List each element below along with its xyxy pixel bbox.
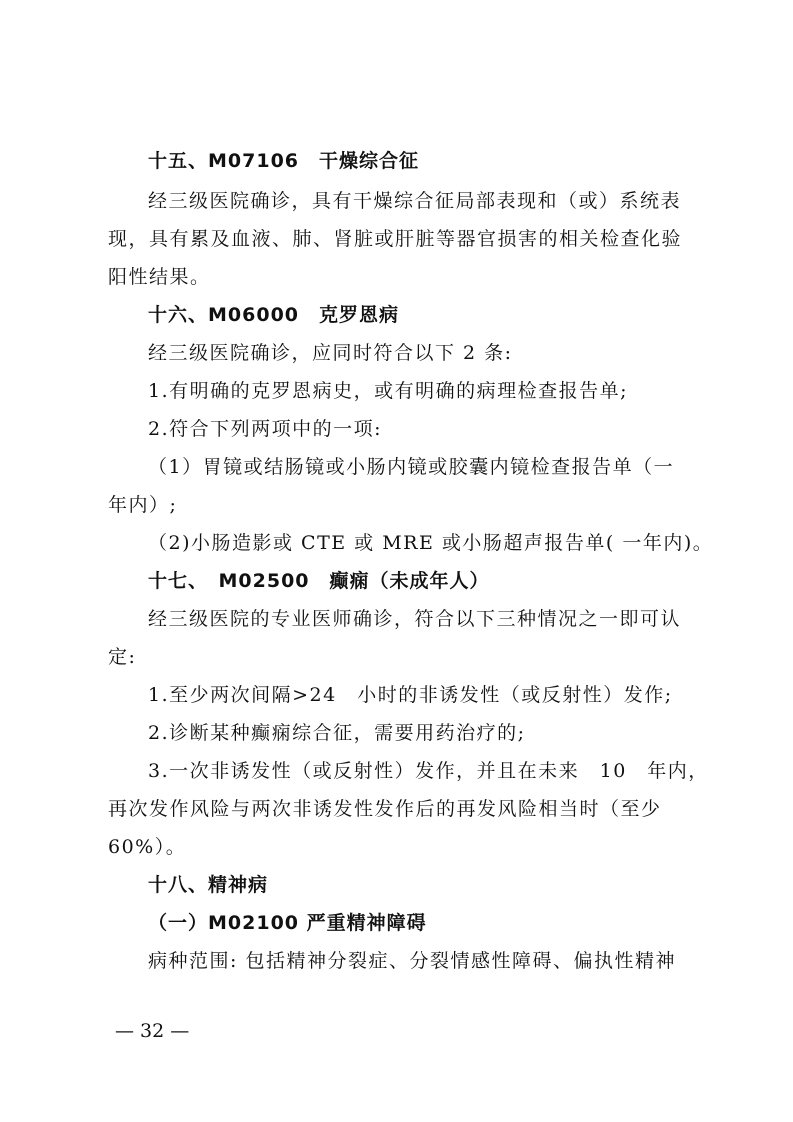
list-item: 再次发作风险与两次非诱发性发作后的再发风险相当时（至少 [108,798,662,820]
section-17-heading: 十七、 M02500 癫痫（未成年人） [148,570,490,592]
section-15-heading: 十五、M07106 干燥综合征 [148,150,420,172]
list-item: 1.有明确的克罗恩病史，或有明确的病理检查报告单; [148,380,629,402]
list-item: 1.至少两次间隔>24 小时的非诱发性（或反射性）发作; [148,684,673,706]
section-18-heading: 十八、精神病 [148,874,269,896]
paragraph-line: 经三级医院确诊，应同时符合以下 2 条: [148,342,513,364]
list-item: （1）胃镜或结肠镜或小肠内镜或胶囊内镜检查报告单（一 [148,456,675,478]
section-18-subheading: （一）M02100 严重精神障碍 [148,912,427,934]
list-item: 3.一次非诱发性（或反射性）发作，并且在未来 10 年内， [148,760,709,782]
paragraph-line: 经三级医院确诊，具有干燥综合征局部表现和（或）系统表 [148,190,682,212]
list-item: 2.符合下列两项中的一项: [148,418,383,440]
paragraph-line: 病种范围: 包括精神分裂症、分裂情感性障碍、偏执性精神 [148,950,676,972]
page-number: — 32 — [115,1020,190,1042]
paragraph-line: 经三级医院的专业医师确诊，符合以下三种情况之一即可认 [148,608,682,630]
list-item: 年内）; [108,494,178,516]
paragraph-line: 阳性结果。 [108,266,211,288]
list-item: 2.诊断某种癫痫综合征，需要用药治疗的; [148,722,526,744]
list-item: 60%）。 [108,836,187,858]
list-item: （2)小肠造影或 CTE 或 MRE 或小肠超声报告单( 一年内)。 [148,532,714,554]
paragraph-line: 定: [108,646,137,668]
section-16-heading: 十六、M06000 克罗恩病 [148,304,400,326]
paragraph-line: 现，具有累及血液、肺、肾脏或肝脏等器官损害的相关检查化验 [108,228,683,250]
